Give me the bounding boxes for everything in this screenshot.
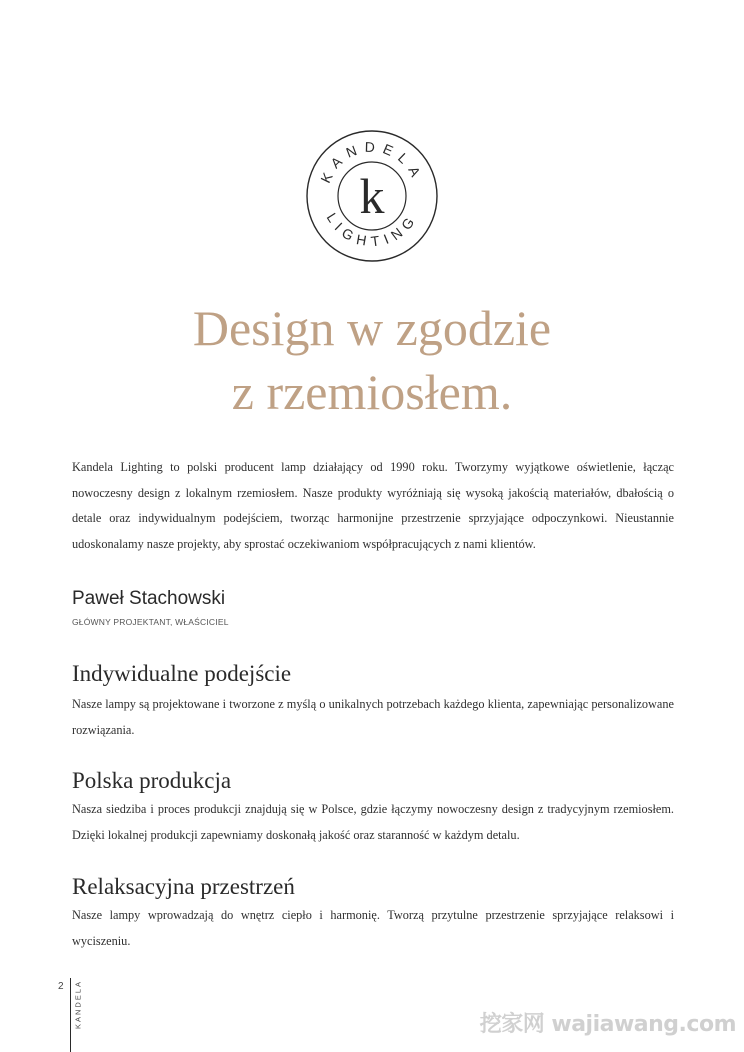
section-heading-relax: Relaksacyjna przestrzeń [72,874,295,899]
section-text-relax: Nasze lampy wprowadzają do wnętrz ciepło i harmonię. Tworzą przytulne przestrzenie sprzyjające relaksowi i wyciszeniu. [72,908,674,948]
watermark: 挖家网 wajiawang.com [479,1012,736,1037]
section-text-production: Nasza siedziba i proces produkcji znajdują się w Polsce, gdzie łączymy nowoczesny design z tradycyjnym rzemiosłem. Dzięki lokalnej produkcji zapewniamy doskonałą jakość oraz staranność w każdym detalu. [72,802,674,842]
author-name: Paweł Stachowski [72,588,226,609]
section-heading-individual: Indywidualne podejście [72,661,292,686]
section-heading-production: Polska produkcja [72,768,232,793]
footer-divider [70,978,71,1052]
intro-paragraph: Kandela Lighting to polski producent lamp działający od 1990 roku. Tworzymy wyjątkowe oświetlenie, łącząc nowoczesny design z lokalnym rzemiosłem. Nasze produkty wyróżniają się wysoką jakością materiałów, dbałością o detale oraz indywidualnym podejściem, tworząc harmonijne przestrzenie sprzyjające odpoczynkowi. Nieustannie udoskonalamy nasze projekty, aby sprostać oczekiwaniom współpracujących z nami klientów. [72,460,674,551]
page-title-line2: z rzemiosłem. [231,364,513,420]
author-role: GŁÓWNY PROJEKTANT, WŁAŚCICIEL [72,617,229,627]
page-title-line1: Design w zgodzie [192,300,552,356]
kandela-logo [305,129,439,263]
logo-ring-text-bottom: LIGHTING [323,209,421,250]
section-text-individual: Nasze lampy są projektowane i tworzone z myślą o unikalnych potrzebach każdego klienta, zapewniając personalizowane rozwiązania. [72,697,674,737]
page-title [0,296,744,424]
logo-monogram: k [359,168,385,224]
logo-ring-text-top: KANDELA [317,138,427,186]
page-number: 2 [58,981,64,992]
footer-brand: KANDELA [73,980,83,1030]
